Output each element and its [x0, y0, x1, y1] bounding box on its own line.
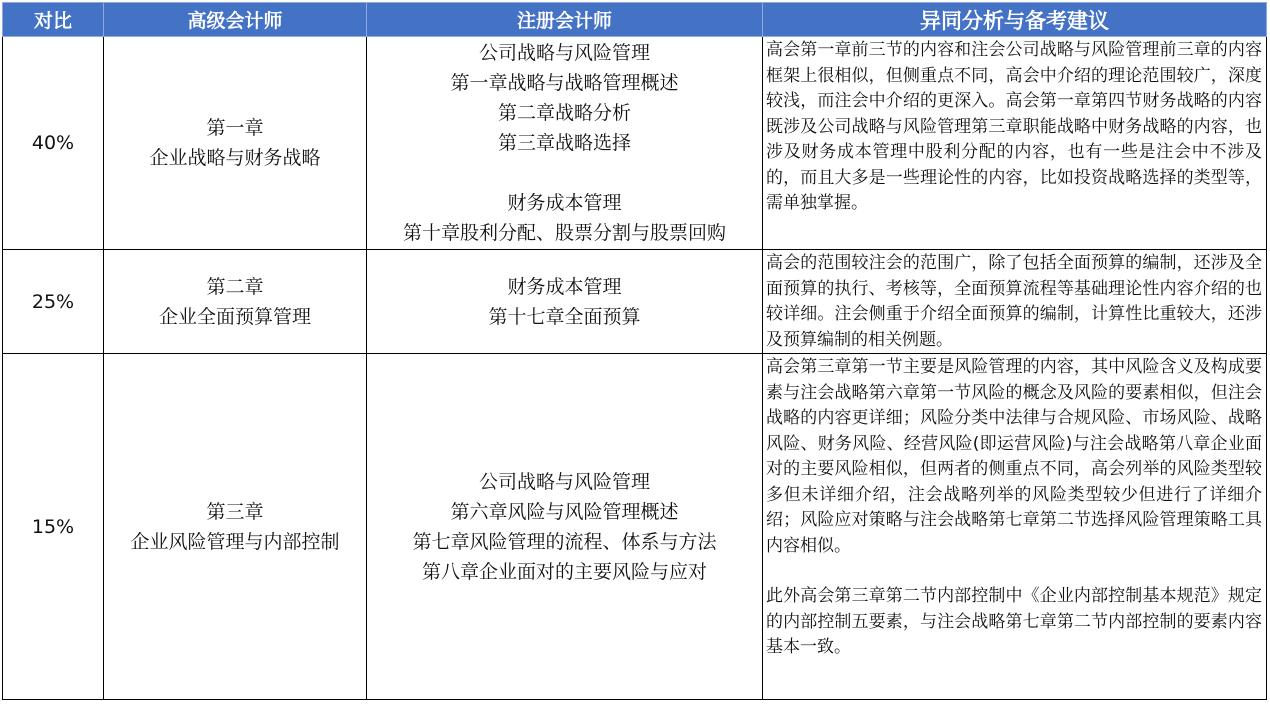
cpa-line: 财务成本管理	[507, 275, 622, 298]
senior-cell	[104, 354, 367, 700]
cpa-line: 财务成本管理	[507, 192, 622, 214]
senior-title: 企业战略与财务战略	[149, 147, 321, 169]
table-row	[3, 37, 1267, 250]
cpa-line: 第六章风险与风险管理概述	[450, 500, 679, 523]
analysis-paragraph: 高会第三章第一节主要是风险管理的内容，其中风险含义及构成要素与注会战略第六章第一节风险的概念及风险的要素相似，但注会战略的内容更详细；风险分类中法律与合规风险、市场风险、战略风险、财务风险、经营风险(即运营风险)与注会战略第八章企业面对的主要风险相似，但两者的侧重点不同，高会列举的风险类型较多但未详细介绍，注会战略列举的风险类型较少但进行了详细介绍；风险应对策略与注会战略第七章第二节选择风险管理策略工具内容相似。	[766, 357, 1262, 556]
header-analysis: 异同分析与备考建议	[763, 3, 1267, 37]
spacer	[766, 559, 1262, 584]
analysis-cell	[763, 354, 1267, 700]
cpa-line: 第一章战略与战略管理概述	[450, 72, 679, 94]
comparison-table	[2, 2, 1267, 700]
analysis-paragraph: 高会第一章前三节的内容和注会公司战略与风险管理前三章的内容框架上很相似，但侧重点不同，高会中介绍的理论范围较广，深度较浅，而注会中介绍的更深入。高会第一章第四节财务战略的内容既涉及公司战略与风险管理第三章职能战略中财务战略的内容，也涉及财务成本管理中股利分配的内容，也有一些是注会中不涉及的，而且大多是一些理论性的内容，比如投资战略选择的类型等，需单独掌握。	[766, 40, 1262, 213]
header-cpa: 注册会计师	[367, 3, 763, 37]
cpa-line: 第七章风险管理的流程、体系与方法	[412, 530, 717, 553]
senior-chapter: 第三章	[206, 500, 264, 523]
ratio-cell: 40%	[3, 37, 104, 250]
analysis-cell	[763, 37, 1267, 250]
analysis-paragraph: 此外高会第三章第二节内部控制中《企业内部控制基本规范》规定的内部控制五要素，与注会战略第七章第二节内部控制的要素内容基本一致。	[766, 586, 1262, 657]
analysis-paragraph: 高会的范围较注会的范围广，除了包括全面预算的编制，还涉及全面预算的执行、考核等，全面预算流程等基础理论性内容介绍的也较详细。注会侧重于介绍全面预算的编制，计算性比重较大，还涉及预算编制的相关例题。	[766, 253, 1262, 350]
header-ratio: 对比	[3, 3, 104, 37]
cpa-cell	[367, 37, 763, 250]
cpa-line: 公司战略与风险管理	[478, 42, 650, 64]
header-senior-accountant: 高级会计师	[104, 3, 367, 37]
cpa-line: 第八章企业面对的主要风险与应对	[421, 560, 707, 583]
cpa-line: 第三章战略选择	[497, 132, 631, 154]
senior-cell	[104, 37, 367, 250]
cpa-line: 第十七章全面预算	[488, 305, 641, 328]
senior-chapter: 第二章	[206, 275, 264, 298]
ratio-cell: 25%	[3, 250, 104, 354]
cpa-cell	[367, 354, 763, 700]
spacer	[367, 158, 762, 188]
table-row	[3, 250, 1267, 354]
senior-chapter: 第一章	[206, 117, 264, 139]
header-row	[3, 3, 1267, 37]
table-row	[3, 354, 1267, 700]
cpa-cell	[367, 250, 763, 354]
senior-title: 企业全面预算管理	[158, 305, 311, 328]
cpa-line: 第十章股利分配、股票分割与股票回购	[402, 222, 726, 244]
senior-title: 企业风险管理与内部控制	[130, 530, 340, 553]
cpa-line: 公司战略与风险管理	[478, 470, 650, 493]
analysis-cell	[763, 250, 1267, 354]
cpa-line: 第二章战略分析	[497, 102, 631, 124]
senior-cell	[104, 250, 367, 354]
ratio-cell: 15%	[3, 354, 104, 700]
